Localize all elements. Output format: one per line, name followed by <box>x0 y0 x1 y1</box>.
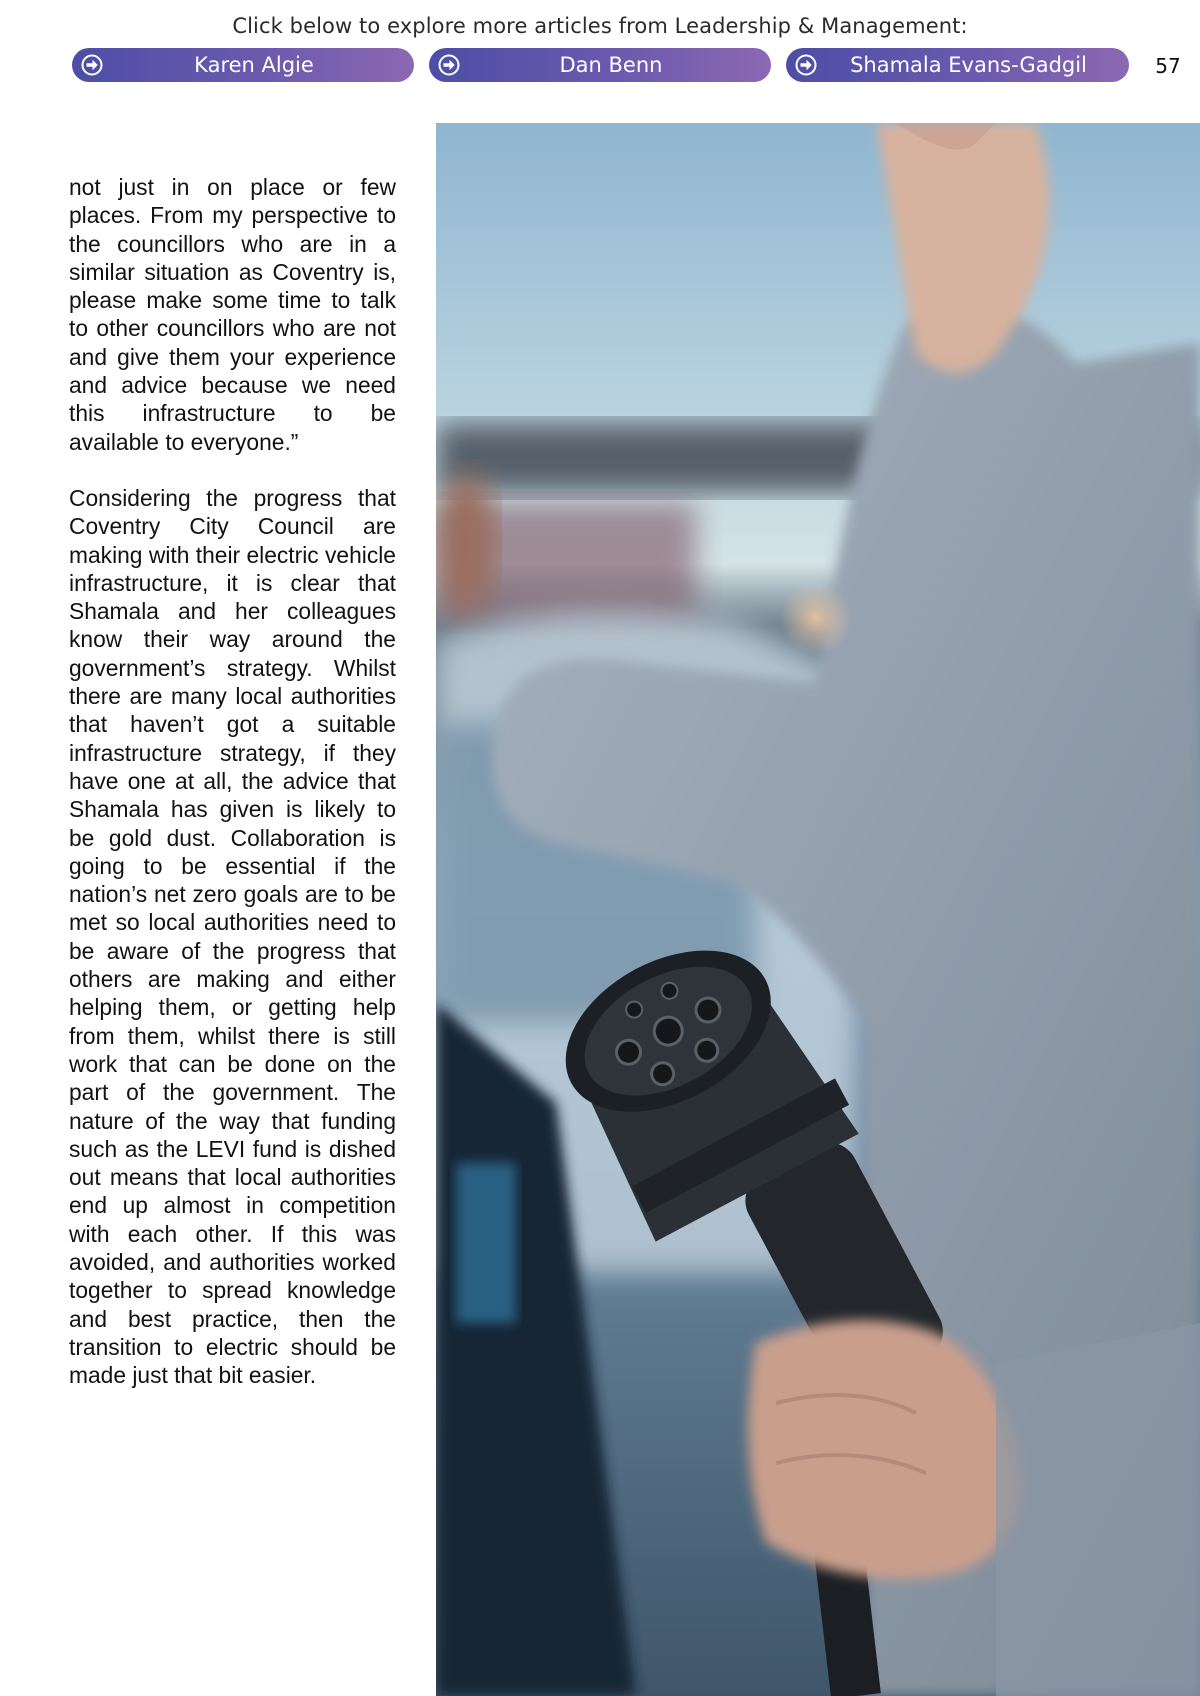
nav-heading: Click below to explore more articles from Leadership & Management: <box>232 14 968 38</box>
ev-charging-photo <box>436 123 1200 1696</box>
page-number: 57 <box>1155 54 1181 78</box>
nav-link-shamala-evans-gadgil[interactable] <box>786 48 1129 82</box>
nav-link-karen-algie[interactable] <box>72 48 414 82</box>
ev-charging-illustration <box>436 123 1200 1696</box>
nav-link-label: Karen Algie <box>194 53 314 77</box>
article-body <box>69 173 396 1417</box>
nav-link-dan-benn[interactable] <box>429 48 771 82</box>
nav-link-label: Dan Benn <box>559 53 663 77</box>
article-paragraph: Considering the progress that Coventry City Council are making with their electric vehicle infrastructure, it is clear that Shamala and her colleagues know their way around the government’s strategy. Whilst there are many local authorities that haven’t got a suitable infrastructure strategy, if they have one at all, the advice that Shamala has given is likely to be gold dust. Collaboration is going to be essential if the nation’s net zero goals are to be met so local authorities need to be aware of the progress that others are making and either helping them, or getting help from them, whilst there is still work that can be done on the part of the government. The nature of the way that funding such as the LEVI fund is dished out means that local authorities end up almost in competition with each other. If this was avoided, and authorities worked together to spread knowledge and best practice, then the transition to electric should be made just that bit easier. <box>69 484 396 1389</box>
article-paragraph: not just in on place or few places. From my perspective to the councillors who are in a similar situation as Coventry is, please make some time to talk to other councillors who are not and give them your experience and advice because we need this infrastructure to be available to everyone.” <box>69 174 396 455</box>
arrow-circle-right-icon <box>795 54 817 76</box>
arrow-circle-right-icon <box>81 54 103 76</box>
nav-link-label: Shamala Evans-Gadgil <box>850 53 1087 77</box>
arrow-circle-right-icon <box>438 54 460 76</box>
